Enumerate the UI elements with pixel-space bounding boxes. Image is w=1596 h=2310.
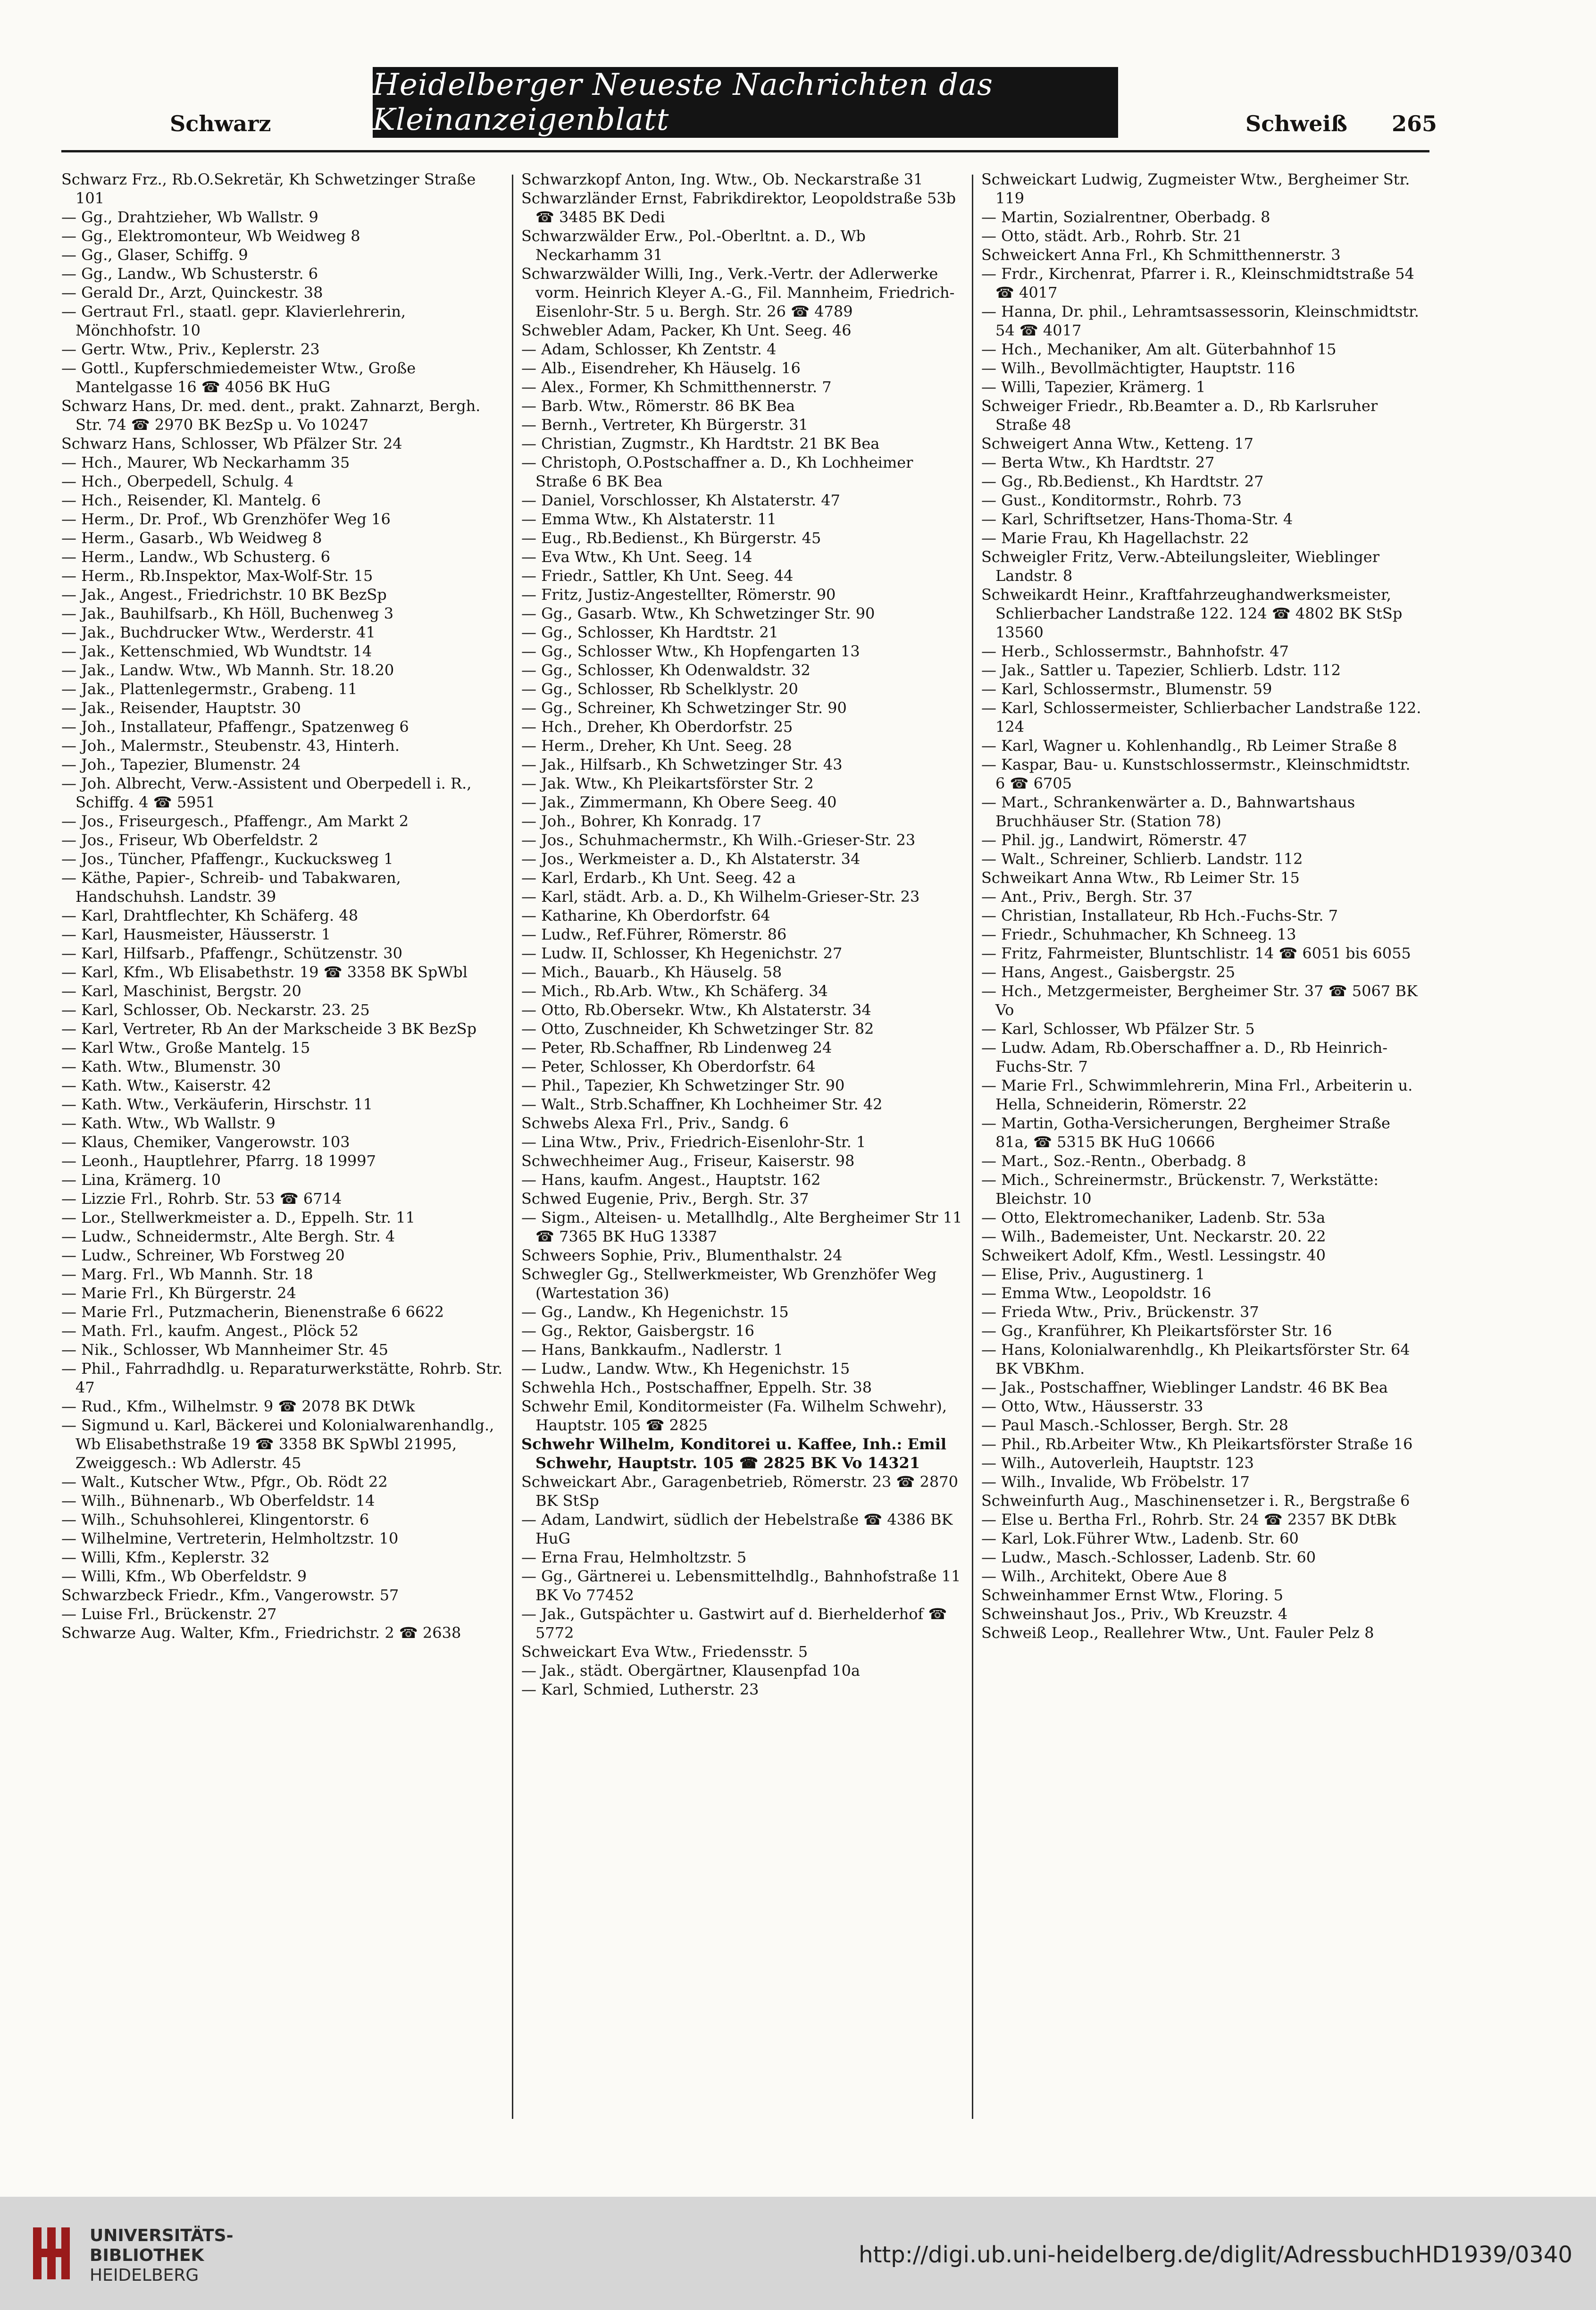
directory-entry: — Käthe, Papier-, Schreib- und Tabakwaren, Handschuhsh. Landstr. 39 [61, 869, 401, 906]
directory-entry: — Phil., Fahrradhdlg. u. Reparaturwerkstätte, Rohrb. Str. 47 [61, 1360, 503, 1396]
directory-entry: — Kaspar, Bau- u. Kunstschlossermstr., Kleinschmidtstr. 6 ☎ 6705 [981, 756, 1411, 792]
directory-entry: — Ludw., Schreiner, Wb Forstweg 20 [61, 1246, 345, 1264]
directory-entry: Schwechheimer Aug., Friseur, Kaiserstr. 98 [521, 1152, 855, 1170]
directory-entry: — Kath. Wtw., Kaiserstr. 42 [61, 1076, 271, 1094]
page-number: 265 [1392, 111, 1437, 136]
directory-entry: — Klaus, Chemiker, Vangerowstr. 103 [61, 1133, 350, 1151]
directory-entry: Schwehla Hch., Postschaffner, Eppelh. Str. 38 [521, 1378, 872, 1396]
directory-entry: — Otto, städt. Arb., Rohrb. Str. 21 [981, 227, 1242, 245]
footer-bar [0, 2197, 1596, 2310]
directory-entry: — Eug., Rb.Bedienst., Kh Bürgerstr. 45 [521, 529, 821, 547]
directory-entry: — Herm., Dreher, Kh Unt. Seeg. 28 [521, 737, 792, 755]
directory-entry: — Jak., Landw. Wtw., Wb Mannh. Str. 18.20 [61, 661, 394, 679]
directory-entry: — Adam, Schlosser, Kh Zentstr. 4 [521, 340, 777, 358]
directory-entry: — Hch., Mechaniker, Am alt. Güterbahnhof 15 [981, 340, 1337, 358]
library-name [90, 2226, 234, 2285]
library-line-2: BIBLIOTHEK [90, 2246, 204, 2265]
directory-entry: — Wilh., Invalide, Wb Fröbelstr. 17 [981, 1473, 1250, 1491]
directory-entry: Schweinfurth Aug., Maschinensetzer i. R., Bergstraße 6 [981, 1492, 1410, 1510]
directory-entry: — Marie Frl., Kh Bürgerstr. 24 [61, 1284, 296, 1302]
directory-entry: — Willi, Kfm., Keplerstr. 32 [61, 1548, 270, 1566]
directory-entry: — Karl, Drahtflechter, Kh Schäferg. 48 [61, 907, 359, 924]
directory-entry: — Hch., Oberpedell, Schulg. 4 [61, 472, 294, 490]
column-divider [512, 175, 513, 2119]
directory-entry: — Jak., Reisender, Hauptstr. 30 [61, 699, 301, 717]
directory-entry: — Jos., Friseur, Wb Oberfeldstr. 2 [61, 831, 318, 849]
directory-entry: — Karl, Maschinist, Bergstr. 20 [61, 982, 301, 1000]
directory-entry: — Phil., Tapezier, Kh Schwetzinger Str. 90 [521, 1076, 845, 1094]
newspaper-banner: Heidelberger Neueste Nachrichten das Kleinanzeigenblatt [373, 67, 1118, 138]
directory-entry: — Alex., Former, Kh Schmitthennerstr. 7 [521, 378, 832, 396]
directory-entry: — Marie Frau, Kh Hagellachstr. 22 [981, 529, 1249, 547]
directory-entry: — Gg., Schlosser Wtw., Kh Hopfengarten 13 [521, 642, 860, 660]
directory-entry: Schwehr Emil, Konditormeister (Fa. Wilhelm Schwehr), Hauptstr. 105 ☎ 2825 [521, 1397, 947, 1434]
directory-entry: — Paul Masch.-Schlosser, Bergh. Str. 28 [981, 1416, 1288, 1434]
directory-entry: Schweigler Fritz, Verw.-Abteilungsleiter, Wieblinger Landstr. 8 [981, 548, 1380, 585]
directory-entry: — Otto, Zuschneider, Kh Schwetzinger Str. 82 [521, 1020, 874, 1038]
directory-entry: — Hans, Bankkaufm., Nadlerstr. 1 [521, 1341, 783, 1359]
directory-entry: — Gertr. Wtw., Priv., Keplerstr. 23 [61, 340, 320, 358]
directory-entry: — Karl, Hilfsarb., Pfaffengr., Schützenstr. 30 [61, 944, 403, 962]
directory-entry: — Jak., Bauhilfsarb., Kh Höll, Buchenweg 3 [61, 605, 394, 622]
directory-entry: — Ludw. Adam, Rb.Oberschaffner a. D., Rb Heinrich-Fuchs-Str. 7 [981, 1039, 1388, 1075]
directory-entry: — Marie Frl., Schwimmlehrerin, Mina Frl., Arbeiterin u. Hella, Schneiderin, Römerstr. 22 [981, 1076, 1413, 1113]
directory-entry: Schweiß Leop., Reallehrer Wtw., Unt. Fauler Pelz 8 [981, 1624, 1374, 1642]
directory-entry: — Joh. Albrecht, Verw.-Assistent und Oberpedell i. R., Schiffg. 4 ☎ 5951 [61, 774, 472, 811]
directory-entry: Schwegler Gg., Stellwerkmeister, Wb Grenzhöfer Weg (Wartestation 36) [521, 1265, 937, 1302]
directory-entry: — Peter, Rb.Schaffner, Rb Lindenweg 24 [521, 1039, 832, 1057]
directory-entry: — Hch., Reisender, Kl. Mantelg. 6 [61, 491, 321, 509]
directory-entry: — Leonh., Hauptlehrer, Pfarrg. 18 19997 [61, 1152, 376, 1170]
directory-entry: — Gg., Rektor, Gaisbergstr. 16 [521, 1322, 755, 1340]
directory-entry: — Wilhelmine, Vertreterin, Helmholtzstr. 10 [61, 1529, 399, 1547]
directory-entry: — Frdr., Kirchenrat, Pfarrer i. R., Kleinschmidtstraße 54 ☎ 4017 [981, 265, 1414, 302]
directory-entry: — Gg., Glaser, Schiffg. 9 [61, 246, 248, 264]
directory-entry: — Gg., Drahtzieher, Wb Wallstr. 9 [61, 208, 318, 226]
directory-entry: Schwarzkopf Anton, Ing. Wtw., Ob. Neckarstraße 31 [521, 170, 923, 188]
column-3 [981, 170, 1425, 2133]
directory-entry: — Ludw., Masch.-Schlosser, Ladenb. Str. 60 [981, 1548, 1316, 1566]
directory-entry: — Hanna, Dr. phil., Lehramtsassessorin, Kleinschmidtstr. 54 ☎ 4017 [981, 302, 1419, 339]
directory-entry: Schweinshaut Jos., Priv., Wb Kreuzstr. 4 [981, 1605, 1288, 1623]
directory-entry: — Ludw., Ref.Führer, Römerstr. 86 [521, 925, 787, 943]
directory-entry: — Gerald Dr., Arzt, Quinckestr. 38 [61, 284, 323, 302]
directory-entry: Schwarze Aug. Walter, Kfm., Friedrichstr. 2 ☎ 2638 [61, 1624, 461, 1642]
directory-entry: — Jos., Tüncher, Pfaffengr., Kuckucksweg 1 [61, 850, 393, 868]
directory-entry: — Jak., Zimmermann, Kh Obere Seeg. 40 [521, 793, 837, 811]
directory-entry: — Rud., Kfm., Wilhelmstr. 9 ☎ 2078 BK DtWk [61, 1397, 415, 1415]
directory-entry: — Karl, Schriftsetzer, Hans-Thoma-Str. 4 [981, 510, 1293, 528]
directory-entry: — Gg., Schlosser, Rb Schelklystr. 20 [521, 680, 798, 698]
directory-entry: — Joh., Bohrer, Kh Konradg. 17 [521, 812, 762, 830]
directory-entry: — Marie Frl., Putzmacherin, Bienenstraße 6 6622 [61, 1303, 444, 1321]
directory-entry: — Karl, Schlosser, Ob. Neckarstr. 23. 25 [61, 1001, 370, 1019]
directory-entry: — Gust., Konditormstr., Rohrb. 73 [981, 491, 1242, 509]
directory-entry: — Gg., Schlosser, Kh Hardtstr. 21 [521, 623, 779, 641]
directory-entry: — Adam, Landwirt, südlich der Hebelstraße ☎ 4386 BK HuG [521, 1511, 953, 1547]
directory-entry: — Joh., Installateur, Pfaffengr., Spatzenweg 6 [61, 718, 409, 736]
directory-entry: — Jos., Schuhmachermstr., Kh Wilh.-Grieser-Str. 23 [521, 831, 916, 849]
directory-entry: — Hch., Metzgermeister, Bergheimer Str. 37 ☎ 5067 BK Vo [981, 982, 1418, 1019]
directory-entry: — Emma Wtw., Leopoldstr. 16 [981, 1284, 1212, 1302]
directory-entry: — Gg., Gärtnerei u. Lebensmittelhdlg., Bahnhofstraße 11 BK Vo 77452 [521, 1567, 961, 1604]
directory-entry: — Ludw., Schneidermstr., Alte Bergh. Str. 4 [61, 1227, 395, 1245]
directory-entry: Schwarz Hans, Schlosser, Wb Pfälzer Str. 24 [61, 435, 402, 453]
directory-entry: Schweers Sophie, Priv., Blumenthalstr. 24 [521, 1246, 843, 1264]
directory-entry: — Gg., Landw., Wb Schusterstr. 6 [61, 265, 318, 283]
directory-entry: — Kath. Wtw., Verkäuferin, Hirschstr. 11 [61, 1095, 373, 1113]
directory-entry: — Gg., Gasarb. Wtw., Kh Schwetzinger Str. 90 [521, 605, 875, 622]
directory-entry: Schwed Eugenie, Priv., Bergh. Str. 37 [521, 1190, 809, 1208]
directory-entry: — Otto, Rb.Obersekr. Wtw., Kh Alstaterstr. 34 [521, 1001, 871, 1019]
directory-entry: — Karl, Schlosser, Wb Pfälzer Str. 5 [981, 1020, 1255, 1038]
directory-entry: Schwarzländer Ernst, Fabrikdirektor, Leopoldstraße 53b ☎ 3485 BK Dedi [521, 189, 956, 226]
directory-entry: — Karl, Kfm., Wb Elisabethstr. 19 ☎ 3358 BK SpWbl [61, 963, 468, 981]
directory-entry: Schwarzwälder Willi, Ing., Verk.-Vertr. der Adlerwerke vorm. Heinrich Kleyer A.-G., Fil. Mannheim, Friedrich-Eisenlohr-Str. 5 u. Bergh. Str. 26 ☎ 4789 [521, 265, 955, 320]
directory-columns [61, 170, 1429, 2133]
running-head-right: Schweiß [1245, 111, 1347, 136]
directory-entry: — Gg., Schreiner, Kh Schwetzinger Str. 90 [521, 699, 847, 717]
directory-entry: Schwebs Alexa Frl., Priv., Sandg. 6 [521, 1114, 789, 1132]
directory-entry: — Sigmund u. Karl, Bäckerei und Kolonialwarenhandlg., Wb Elisabethstraße 19 ☎ 3358 BK SpWbl 21995, Zweiggesch.: Wb Adlerstr. 45 [61, 1416, 494, 1472]
directory-entry: — Else u. Bertha Frl., Rohrb. Str. 24 ☎ 2357 BK DtBk [981, 1511, 1396, 1529]
directory-entry: — Christian, Installateur, Rb Hch.-Fuchs-Str. 7 [981, 907, 1338, 924]
directory-entry: — Karl, Schlossermeister, Schlierbacher Landstraße 122. 124 [981, 699, 1421, 736]
directory-entry: — Jak. Wtw., Kh Pleikartsförster Str. 2 [521, 774, 814, 792]
directory-entry: — Martin, Sozialrentner, Oberbadg. 8 [981, 208, 1270, 226]
directory-entry: — Mart., Schrankenwärter a. D., Bahnwartshaus Bruchhäuser Str. (Station 78) [981, 793, 1355, 830]
directory-entry: — Karl, Schmied, Lutherstr. 23 [521, 1680, 759, 1698]
directory-entry: — Lina, Krämerg. 10 [61, 1171, 221, 1189]
directory-entry: — Ludw., Landw. Wtw., Kh Hegenichstr. 15 [521, 1360, 850, 1378]
directory-entry: — Jak., Gutspächter u. Gastwirt auf d. Bierhelderhof ☎ 5772 [521, 1605, 947, 1642]
directory-entry: — Phil., Rb.Arbeiter Wtw., Kh Pleikartsförster Straße 16 [981, 1435, 1413, 1453]
directory-entry: — Karl, Schlossermstr., Blumenstr. 59 [981, 680, 1272, 698]
directory-entry: — Herm., Dr. Prof., Wb Grenzhöfer Weg 16 [61, 510, 391, 528]
directory-entry: — Gertraut Frl., staatl. gepr. Klavierlehrerin, Mönchhofstr. 10 [61, 302, 406, 339]
directory-entry: — Marg. Frl., Wb Mannh. Str. 18 [61, 1265, 313, 1283]
directory-entry: — Gg., Rb.Bedienst., Kh Hardtstr. 27 [981, 472, 1264, 490]
directory-entry: — Math. Frl., kaufm. Angest., Plöck 52 [61, 1322, 359, 1340]
directory-entry: — Jak., Kettenschmied, Wb Wundtstr. 14 [61, 642, 372, 660]
directory-entry: — Eva Wtw., Kh Unt. Seeg. 14 [521, 548, 752, 566]
directory-entry: — Lor., Stellwerkmeister a. D., Eppelh. Str. 11 [61, 1209, 415, 1226]
directory-entry: — Hans, Kolonialwarenhdlg., Kh Pleikartsförster Str. 64 BK VBKhm. [981, 1341, 1410, 1378]
directory-entry: — Lina Wtw., Priv., Friedrich-Eisenlohr-Str. 1 [521, 1133, 866, 1151]
directory-entry: — Martin, Gotha-Versicherungen, Bergheimer Straße 81a, ☎ 5315 BK HuG 10666 [981, 1114, 1390, 1151]
directory-entry: — Jak., städt. Obergärtner, Klausenpfad 10a [521, 1662, 861, 1680]
directory-entry: — Otto, Wtw., Häusserstr. 33 [981, 1397, 1203, 1415]
directory-entry: — Joh., Tapezier, Blumenstr. 24 [61, 756, 301, 773]
directory-entry: — Wilh., Bühnenarb., Wb Oberfeldstr. 14 [61, 1492, 375, 1510]
directory-entry: Schwebler Adam, Packer, Kh Unt. Seeg. 46 [521, 321, 852, 339]
directory-entry: — Wilh., Schuhsohlerei, Klingentorstr. 6 [61, 1511, 369, 1529]
directory-entry: — Katharine, Kh Oberdorfstr. 64 [521, 907, 770, 924]
directory-entry: — Jos., Friseurgesch., Pfaffengr., Am Markt 2 [61, 812, 409, 830]
directory-entry: Schweickert Anna Frl., Kh Schmitthennerstr. 3 [981, 246, 1341, 264]
directory-entry: — Walt., Kutscher Wtw., Pfgr., Ob. Rödt 22 [61, 1473, 388, 1491]
source-url-link[interactable]: http://digi.ub.uni-heidelberg.de/diglit/AdressbuchHD1939/0340 [859, 2242, 1572, 2268]
directory-entry: Schweickart Abr., Garagenbetrieb, Römerstr. 23 ☎ 2870 BK StSp [521, 1473, 958, 1510]
directory-entry: — Berta Wtw., Kh Hardtstr. 27 [981, 454, 1215, 471]
directory-entry: — Joh., Malermstr., Steubenstr. 43, Hinterh. [61, 737, 400, 755]
directory-entry: — Barb. Wtw., Römerstr. 86 BK Bea [521, 397, 795, 415]
directory-entry: — Friedr., Schuhmacher, Kh Schneeg. 13 [981, 925, 1296, 943]
directory-entry: — Karl, Lok.Führer Wtw., Ladenb. Str. 60 [981, 1529, 1299, 1547]
directory-entry: — Herb., Schlossermstr., Bahnhofstr. 47 [981, 642, 1289, 660]
directory-entry: Schweikardt Heinr., Kraftfahrzeughandwerksmeister, Schlierbacher Landstraße 122. 124 ☎ 4802 BK StSp 13560 [981, 586, 1403, 641]
directory-entry: — Walt., Strb.Schaffner, Kh Lochheimer Str. 42 [521, 1095, 883, 1113]
library-line-1: UNIVERSITÄTS- [90, 2226, 234, 2245]
directory-entry: — Bernh., Vertreter, Kh Bürgerstr. 31 [521, 416, 809, 434]
directory-entry: — Gg., Kranführer, Kh Pleikartsförster Str. 16 [981, 1322, 1332, 1340]
directory-entry: — Karl, Vertreter, Rb An der Markscheide 3 BK BezSp [61, 1020, 477, 1038]
directory-entry: Schweickart Ludwig, Zugmeister Wtw., Bergheimer Str. 119 [981, 170, 1410, 207]
directory-entry: Schweinhammer Ernst Wtw., Floring. 5 [981, 1586, 1284, 1604]
directory-entry: — Wilh., Bademeister, Unt. Neckarstr. 20. 22 [981, 1227, 1326, 1245]
university-library-logo-icon [28, 2223, 75, 2284]
directory-entry: — Wilh., Architekt, Obere Aue 8 [981, 1567, 1227, 1585]
directory-entry: — Alb., Eisendreher, Kh Häuselg. 16 [521, 359, 801, 377]
directory-entry: — Emma Wtw., Kh Alstaterstr. 11 [521, 510, 777, 528]
directory-entry: — Herm., Landw., Wb Schusterg. 6 [61, 548, 331, 566]
directory-entry: Schweikart Anna Wtw., Rb Leimer Str. 15 [981, 869, 1300, 887]
directory-entry: Schweiger Friedr., Rb.Beamter a. D., Rb Karlsruher Straße 48 [981, 397, 1378, 434]
directory-entry: — Jos., Werkmeister a. D., Kh Alstaterstr. 34 [521, 850, 861, 868]
directory-entry: — Christian, Zugmstr., Kh Hardtstr. 21 BK Bea [521, 435, 880, 453]
directory-entry: — Mich., Schreinermstr., Brückenstr. 7, Werkstätte: Bleichstr. 10 [981, 1171, 1379, 1208]
directory-entry: — Willi, Kfm., Wb Oberfeldstr. 9 [61, 1567, 307, 1585]
column-divider [972, 175, 973, 2119]
directory-entry: — Ludw. II, Schlosser, Kh Hegenichstr. 27 [521, 944, 843, 962]
directory-entry: — Mart., Soz.-Rentn., Oberbadg. 8 [981, 1152, 1246, 1170]
directory-entry: — Ant., Priv., Bergh. Str. 37 [981, 888, 1193, 906]
directory-entry: — Herm., Gasarb., Wb Weidweg 8 [61, 529, 322, 547]
directory-entry: — Jak., Postschaffner, Wieblinger Landstr. 46 BK Bea [981, 1378, 1388, 1396]
directory-entry: — Mich., Bauarb., Kh Häuselg. 58 [521, 963, 782, 981]
directory-entry: — Fritz, Fahrmeister, Bluntschlistr. 14 ☎ 6051 bis 6055 [981, 944, 1411, 962]
directory-entry: — Karl Wtw., Große Mantelg. 15 [61, 1039, 310, 1057]
directory-entry: — Gg., Landw., Kh Hegenichstr. 15 [521, 1303, 789, 1321]
directory-entry: — Karl, städt. Arb. a. D., Kh Wilhelm-Grieser-Str. 23 [521, 888, 920, 906]
directory-entry: — Peter, Schlosser, Kh Oberdorfstr. 64 [521, 1058, 816, 1075]
directory-entry: — Sigm., Alteisen- u. Metallhdlg., Alte Bergheimer Str 11 ☎ 7365 BK HuG 13387 [521, 1209, 962, 1245]
directory-entry: — Wilh., Autoverleih, Hauptstr. 123 [981, 1454, 1254, 1472]
directory-entry: — Gg., Schlosser, Kh Odenwaldstr. 32 [521, 661, 811, 679]
directory-entry: — Kath. Wtw., Blumenstr. 30 [61, 1058, 281, 1075]
directory-entry: — Kath. Wtw., Wb Wallstr. 9 [61, 1114, 276, 1132]
directory-entry: — Luise Frl., Brückenstr. 27 [61, 1605, 277, 1623]
directory-entry: — Herm., Rb.Inspektor, Max-Wolf-Str. 15 [61, 567, 373, 585]
directory-entry: — Jak., Angest., Friedrichstr. 10 BK BezSp [61, 586, 387, 604]
directory-entry: — Gg., Elektromonteur, Wb Weidweg 8 [61, 227, 360, 245]
directory-entry: — Christoph, O.Postschaffner a. D., Kh Lochheimer Straße 6 BK Bea [521, 454, 913, 490]
directory-entry: — Frieda Wtw., Priv., Brückenstr. 37 [981, 1303, 1259, 1321]
directory-entry: Schweigert Anna Wtw., Ketteng. 17 [981, 435, 1253, 453]
directory-entry: — Gottl., Kupferschmiedemeister Wtw., Große Mantelgasse 16 ☎ 4056 BK HuG [61, 359, 416, 396]
directory-entry: — Daniel, Vorschlosser, Kh Alstaterstr. 47 [521, 491, 840, 509]
library-line-3: HEIDELBERG [90, 2266, 199, 2285]
directory-entry: — Mich., Rb.Arb. Wtw., Kh Schäferg. 34 [521, 982, 828, 1000]
directory-entry: — Phil. jg., Landwirt, Römerstr. 47 [981, 831, 1247, 849]
directory-entry: — Lizzie Frl., Rohrb. Str. 53 ☎ 6714 [61, 1190, 342, 1208]
directory-entry: — Fritz, Justiz-Angestellter, Römerstr. 90 [521, 586, 836, 604]
directory-entry: — Karl, Hausmeister, Häusserstr. 1 [61, 925, 331, 943]
directory-entry: — Otto, Elektromechaniker, Ladenb. Str. 53a [981, 1209, 1326, 1226]
directory-entry: — Hans, Angest., Gaisbergstr. 25 [981, 963, 1236, 981]
header-rule [61, 150, 1429, 152]
directory-entry: — Karl, Erdarb., Kh Unt. Seeg. 42 a [521, 869, 796, 887]
directory-entry: Schwehr Wilhelm, Konditorei u. Kaffee, Inh.: Emil Schwehr, Hauptstr. 105 ☎ 2825 BK Vo 14321 [521, 1435, 947, 1472]
directory-entry: — Elise, Priv., Augustinerg. 1 [981, 1265, 1205, 1283]
directory-entry: — Wilh., Bevollmächtigter, Hauptstr. 116 [981, 359, 1295, 377]
directory-entry: Schwarz Hans, Dr. med. dent., prakt. Zahnarzt, Bergh. Str. 74 ☎ 2970 BK BezSp u. Vo 10247 [61, 397, 481, 434]
directory-entry: — Karl, Wagner u. Kohlenhandlg., Rb Leimer Straße 8 [981, 737, 1397, 755]
running-head-left: Schwarz [170, 111, 271, 136]
directory-entry: — Hch., Dreher, Kh Oberdorfstr. 25 [521, 718, 793, 736]
directory-entry: — Hans, kaufm. Angest., Hauptstr. 162 [521, 1171, 821, 1189]
directory-entry: Schwarzbeck Friedr., Kfm., Vangerowstr. 57 [61, 1586, 399, 1604]
directory-entry: — Hch., Maurer, Wb Neckarhamm 35 [61, 454, 350, 471]
directory-entry: — Jak., Hilfsarb., Kh Schwetzinger Str. 43 [521, 756, 843, 773]
directory-entry: — Erna Frau, Helmholtzstr. 5 [521, 1548, 747, 1566]
directory-entry: — Jak., Buchdrucker Wtw., Werderstr. 41 [61, 623, 376, 641]
directory-entry: — Walt., Schreiner, Schlierb. Landstr. 112 [981, 850, 1303, 868]
column-2 [521, 170, 965, 2133]
directory-entry: Schwarzwälder Erw., Pol.-Oberltnt. a. D., Wb Neckarhamm 31 [521, 227, 866, 264]
directory-entry: — Jak., Plattenlegermstr., Grabeng. 11 [61, 680, 358, 698]
directory-entry: — Nik., Schlosser, Wb Mannheimer Str. 45 [61, 1341, 388, 1359]
directory-entry: Schwarz Frz., Rb.O.Sekretär, Kh Schwetzinger Straße 101 [61, 170, 476, 207]
column-1 [61, 170, 505, 2133]
directory-entry: — Willi, Tapezier, Krämerg. 1 [981, 378, 1206, 396]
directory-entry: Schweickart Eva Wtw., Friedensstr. 5 [521, 1643, 808, 1661]
directory-entry: — Friedr., Sattler, Kh Unt. Seeg. 44 [521, 567, 794, 585]
directory-entry: — Jak., Sattler u. Tapezier, Schlierb. Ldstr. 112 [981, 661, 1341, 679]
directory-entry: Schweikert Adolf, Kfm., Westl. Lessingstr. 40 [981, 1246, 1326, 1264]
